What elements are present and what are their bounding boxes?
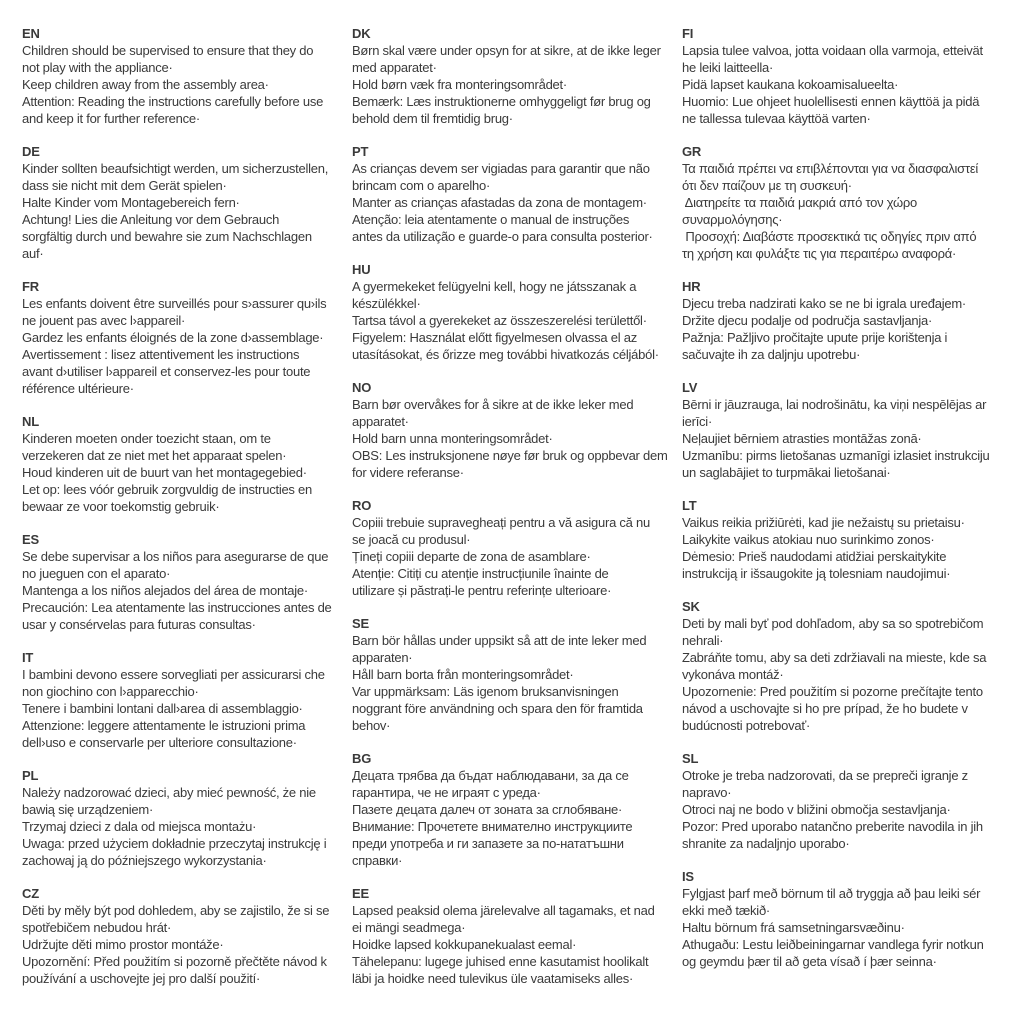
language-code: PT [352, 144, 369, 159]
text-line: napravo· [682, 785, 732, 800]
language-code: GR [682, 144, 702, 159]
text-line: гарантира, че не играят с уреда· [352, 785, 541, 800]
text-line: non giochino con l›apparecchio· [22, 684, 199, 699]
text-line: Achtung! Lies die Anleitung vor dem Gebrauch [22, 212, 280, 227]
language-code: ES [22, 532, 39, 547]
text-line: Atenție: Citiți cu atenție instrucțiunile înainte de [352, 566, 609, 581]
text-line: Hold barn unna monteringsområdet· [352, 431, 553, 446]
text-line: Var uppmärksam: Läs igenom bruksanvisningen [352, 684, 619, 699]
text-line: készülékkel· [352, 296, 421, 311]
text-line: spotřebičem nebudou hrát· [22, 920, 172, 935]
language-code: FR [22, 279, 39, 294]
language-section-ee [352, 885, 670, 987]
text-line: Пазете децата далеч от зоната за сглобяване· [352, 802, 623, 817]
language-code: FI [682, 26, 694, 41]
text-line: Avertissement : lisez attentivement les instructions [22, 347, 300, 362]
language-code: SE [352, 616, 369, 631]
text-line: Țineți copiii departe de zona de asamblare· [352, 549, 591, 564]
text-line: Les enfants doivent être surveillés pour s›assurer qu›ils [22, 296, 327, 311]
language-code: LV [682, 380, 698, 395]
language-code: HU [352, 262, 371, 277]
text-line: Upozornění: Před použitím si pozorně přečtěte návod k [22, 954, 327, 969]
language-section-ro [352, 497, 670, 599]
text-line: Mantenga a los niños alejados del área de montaje· [22, 583, 308, 598]
text-line: Děti by měly být pod dohledem, aby se zajistilo, že si se [22, 903, 330, 918]
text-line: utilizare și păstrați-le pentru referințe ulterioare· [352, 583, 612, 598]
text-line: ne tallessa tulevaa käyttöä varten· [682, 111, 871, 126]
text-line: usar y consérvelas para futuras consultas· [22, 617, 256, 632]
text-line: Houd kinderen uit de buurt van het montagegebied· [22, 465, 307, 480]
text-line: Fylgjast þarf með börnum til að tryggja að þau leiki sér [682, 886, 981, 901]
text-line: läbi ja hoidke need tulevikus üle vaatamiseks alles· [352, 971, 634, 986]
language-section-is [682, 868, 1000, 970]
language-code: PL [22, 768, 39, 783]
text-line: ne jouent pas avec l›appareil· [22, 313, 186, 328]
text-line: Pažnja: Pažljivo pročitajte upute prije korištenja i [682, 330, 948, 345]
text-line: se joacă cu produsul· [352, 532, 471, 547]
language-section-lv [682, 379, 1000, 481]
text-line: auf· [22, 246, 44, 261]
text-line: Barn bør overvåkes for å sikre at de ikke leker med [352, 397, 634, 412]
text-line: Lapsia tulee valvoa, jotta voidaan olla varmoja, etteivät [682, 43, 983, 58]
language-section-sl [682, 750, 1000, 852]
text-line: Barn bör hållas under uppsikt så att de inte leker med [352, 633, 647, 648]
text-line: τη χρήση και φυλάξτε τις για περαιτέρω αναφορά· [682, 246, 957, 261]
language-section-nl [22, 413, 340, 515]
text-line: behold dem til fremtidig brug· [352, 111, 513, 126]
text-line: med apparatet· [352, 60, 437, 75]
text-line: behov· [352, 718, 391, 733]
column-2 [352, 25, 670, 1003]
text-line: Hold børn væk fra monteringsområdet· [352, 77, 567, 92]
text-line: Attenzione: leggere attentamente le istruzioni prima [22, 718, 306, 733]
language-section-bg [352, 750, 670, 869]
text-line: Udržujte děti mimo prostor montáže· [22, 937, 224, 952]
language-section-fi [682, 25, 1000, 127]
language-code: EN [22, 26, 40, 41]
text-line: Kinderen moeten onder toezicht staan, om te [22, 431, 271, 446]
language-section-hr [682, 278, 1000, 363]
text-line: for videre referanse· [352, 465, 464, 480]
language-code: EE [352, 886, 369, 901]
text-line: noggrant före användning och spara den för framtida [352, 701, 643, 716]
text-line: Deti by mali byť pod dohľadom, aby sa so spotrebičom [682, 616, 984, 631]
text-line: Bemærk: Læs instruktionerne omhyggeligt før brug og [352, 94, 651, 109]
text-line: instrukciją ir išsaugokite ją tolesniam naudojimui· [682, 566, 951, 581]
language-code: NL [22, 414, 39, 429]
language-section-hu [352, 261, 670, 363]
language-section-it [22, 649, 340, 751]
language-code: IS [682, 869, 694, 884]
text-line: nehrali· [682, 633, 724, 648]
text-line: Dėmesio: Prieš naudodami atidžiai perskaitykite [682, 549, 947, 564]
text-line: Децата трябва да бъдат наблюдавани, за да се [352, 768, 629, 783]
text-line: Håll barn borta från monteringsområdet· [352, 667, 574, 682]
text-line: Lapsed peaksid olema järelevalve all tagamaks, et nad [352, 903, 655, 918]
text-line: sorgfältig durch und bewahre sie zum Nachschlagen [22, 229, 312, 244]
text-line: ierīci· [682, 414, 713, 429]
text-line: Atenção: leia atentamente o manual de instruções [352, 212, 630, 227]
text-line: I bambini devono essere sorvegliati per assicurarsi che [22, 667, 325, 682]
text-line: no jueguen con el aparato· [22, 566, 171, 581]
text-line: Halte Kinder vom Montagebereich fern· [22, 195, 240, 210]
text-line: Se debe supervisar a los niños para asegurarse de que [22, 549, 329, 564]
text-line: Τα παιδιά πρέπει να επιβλέπονται για να διασφαλιστεί [682, 161, 979, 176]
language-code: DE [22, 144, 40, 159]
text-line: Huomio: Lue ohjeet huolellisesti ennen käyttöä ja pidä [682, 94, 980, 109]
text-line: og geymdu þær til að geta vísað í þær seinna· [682, 954, 937, 969]
language-section-lt [682, 497, 1000, 582]
text-line: brincam com o aparelho· [352, 178, 491, 193]
text-line: Bērni ir jāuzrauga, lai nodrošinātu, ka viņi nespēlējas ar [682, 397, 987, 412]
text-line: Zabráňte tomu, aby sa deti zdržiavali na mieste, kde sa [682, 650, 987, 665]
language-section-de [22, 143, 340, 262]
text-line: Pozor: Pred uporabo natančno preberite navodila in jih [682, 819, 983, 834]
column-3 [682, 25, 1000, 1003]
text-line: Attention: Reading the instructions carefully before use [22, 94, 324, 109]
language-code: NO [352, 380, 372, 395]
text-line: ei mängi seadmega· [352, 920, 466, 935]
language-code: SL [682, 751, 699, 766]
text-line: un saglabājiet to turpmākai lietošanai· [682, 465, 891, 480]
language-code: DK [352, 26, 371, 41]
text-line: ekki með tækið· [682, 903, 770, 918]
text-line: Pidä lapset kaukana kokoamisalueelta· [682, 77, 899, 92]
text-line: Внимание: Прочетете внимателно инструкциите [352, 819, 633, 834]
text-line: apparatet· [352, 414, 409, 429]
text-line: Trzymaj dzieci z dala od miejsca montażu· [22, 819, 257, 834]
column-1 [22, 25, 340, 1003]
text-line: dass sie nicht mit dem Gerät spielen· [22, 178, 227, 193]
text-line: návod a uschovajte si ho pre prípad, že ho budete v [682, 701, 968, 716]
text-line: vykonáva montáž· [682, 667, 784, 682]
language-section-no [352, 379, 670, 481]
language-section-fr [22, 278, 340, 397]
text-line: Otroci naj ne bodo v bližini območja sestavljanja· [682, 802, 951, 817]
text-line: Tähelepanu: lugege juhised enne kasutamist hoolikalt [352, 954, 649, 969]
text-line: Haltu börnum frá samsetningarsvæðinu· [682, 920, 905, 935]
text-line: OBS: Les instruksjonene nøye før bruk og oppbevar dem [352, 448, 668, 463]
text-line: antes da utilização e guarde-o para consulta posterior· [352, 229, 653, 244]
text-line: utasításokat, és őrizze meg további hivatkozás céljából· [352, 347, 659, 362]
text-line: Kinder sollten beaufsichtigt werden, um sicherzustellen, [22, 161, 329, 176]
text-line: Tenere i bambini lontani dall›area di assemblaggio· [22, 701, 303, 716]
language-code: BG [352, 751, 372, 766]
text-line: Børn skal være under opsyn for at sikre, at de ikke leger [352, 43, 661, 58]
language-section-en [22, 25, 340, 127]
text-line: Uzmanību: pirms lietošanas uzmanīgi izlasiet instrukciju [682, 448, 990, 463]
text-line: Djecu treba nadzirati kako se ne bi igrala uređajem· [682, 296, 966, 311]
text-line: zachowaj ją do późniejszego wykorzystania· [22, 853, 267, 868]
text-line: dell›uso e conservarle per ulteriore consultazione· [22, 735, 297, 750]
language-code: CZ [22, 886, 39, 901]
language-section-pl [22, 767, 340, 869]
text-line: sačuvajte ih za daljnju upotrebu· [682, 347, 861, 362]
text-line: he leiki laitteella· [682, 60, 774, 75]
text-line: Otroke je treba nadzorovati, da se prepreči igranje z [682, 768, 968, 783]
text-line: Προσοχή: Διαβάστε προσεκτικά τις οδηγίες πριν από [682, 229, 977, 244]
text-line: verzekeren dat ze niet met het apparaat spelen· [22, 448, 287, 463]
text-line: ότι δεν παίζουν με τη συσκευή· [682, 178, 852, 193]
text-line: Tartsa távol a gyerekeket az összeszerelési területtől· [352, 313, 647, 328]
text-line: Držite djecu podalje od područja sastavljanja· [682, 313, 933, 328]
language-section-se [352, 615, 670, 734]
language-section-cz [22, 885, 340, 987]
text-line: справки· [352, 853, 403, 868]
text-line: bewaar ze voor toekomstig gebruik· [22, 499, 220, 514]
language-section-gr [682, 143, 1000, 262]
text-line: A gyermekeket felügyelni kell, hogy ne játsszanak a [352, 279, 637, 294]
text-line: not play with the appliance· [22, 60, 173, 75]
text-line: apparaten· [352, 650, 413, 665]
text-line: Children should be supervised to ensure that they do [22, 43, 314, 58]
text-line: Διατηρείτε τα παιδιά μακριά από τον χώρο [682, 195, 918, 210]
text-line: používání a uschovejte jej pro další použití· [22, 971, 261, 986]
text-line: Uwaga: przed użyciem dokładnie przeczytaj instrukcję i [22, 836, 327, 851]
text-line: Figyelem: Használat előtt figyelmesen olvassa el az [352, 330, 637, 345]
text-line: budúcnosti potrebovať· [682, 718, 811, 733]
text-line: Laikykite vaikus atokiau nuo surinkimo zonos· [682, 532, 935, 547]
language-section-dk [352, 25, 670, 127]
language-code: SK [682, 599, 700, 614]
text-line: Keep children away from the assembly area· [22, 77, 269, 92]
text-line: преди употреба и ги запазете за по-нататъшни [352, 836, 624, 851]
language-code: HR [682, 279, 701, 294]
text-line: συναρμολόγησης· [682, 212, 783, 227]
text-line: Neļaujiet bērniem atrasties montāžas zonā· [682, 431, 922, 446]
language-section-es [22, 531, 340, 633]
text-line: Manter as crianças afastadas da zona de montagem· [352, 195, 647, 210]
text-line: Athugaðu: Lestu leiðbeiningarnar vandlega fyrir notkun [682, 937, 984, 952]
text-line: Let op: lees vóór gebruik zorgvuldig de instructies en [22, 482, 313, 497]
text-line: Należy nadzorować dzieci, aby mieć pewność, że nie [22, 785, 316, 800]
text-line: Upozornenie: Pred použitím si pozorne prečítajte tento [682, 684, 983, 699]
text-line: référence ultérieure· [22, 381, 134, 396]
text-line: bawią się urządzeniem· [22, 802, 154, 817]
language-code: IT [22, 650, 34, 665]
language-code: RO [352, 498, 372, 513]
text-line: shranite za nadaljnjo uporabo· [682, 836, 850, 851]
language-section-pt [352, 143, 670, 245]
text-line: and keep it for further reference· [22, 111, 200, 126]
text-line: Gardez les enfants éloignés de la zone d›assemblage· [22, 330, 324, 345]
text-line: Copiii trebuie supravegheați pentru a vă asigura că nu [352, 515, 650, 530]
text-line: As crianças devem ser vigiadas para garantir que não [352, 161, 650, 176]
text-line: Precaución: Lea atentamente las instrucciones antes de [22, 600, 332, 615]
language-section-sk [682, 598, 1000, 734]
language-code: LT [682, 498, 697, 513]
text-line: Vaikus reikia prižiūrėti, kad jie nežaistų su prietaisu· [682, 515, 965, 530]
text-line: avant d›utiliser l›appareil et conservez-les pour toute [22, 364, 311, 379]
text-line: Hoidke lapsed kokkupanekualast eemal· [352, 937, 577, 952]
